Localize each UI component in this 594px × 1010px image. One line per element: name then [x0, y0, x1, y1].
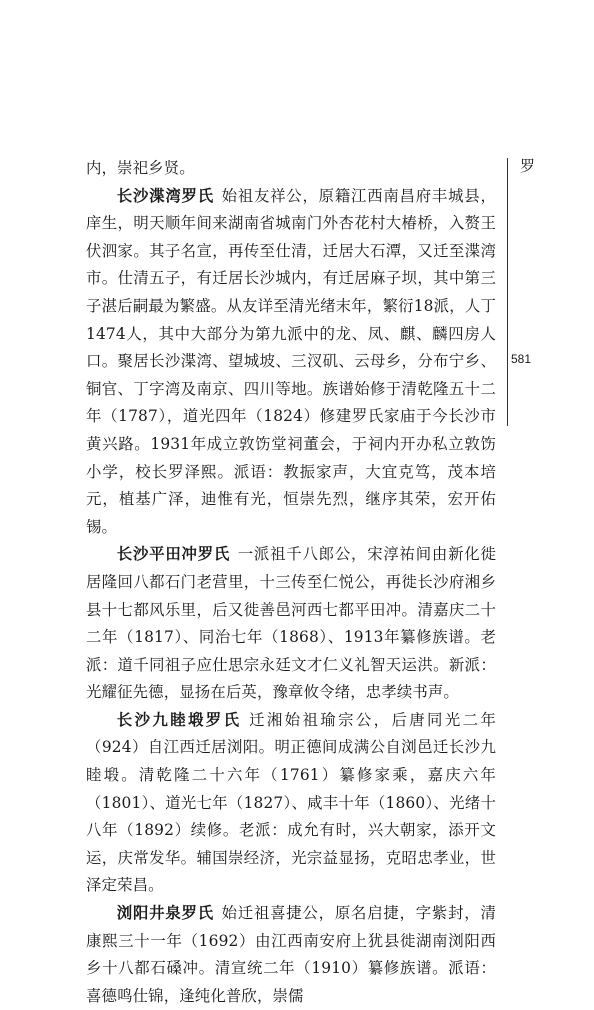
entry-paragraph [86, 707, 496, 900]
lead-in-paragraph: 内，崇祀乡贤。 [86, 159, 195, 177]
entry-text: 迁湘始祖瑜宗公，后唐同光二年（924）自江西迁居浏阳。明正德间成满公自浏邑迁长沙九睦塅。清乾隆二十六年（1761）纂修家乘，嘉庆六年（1801）、道光七年（1827）、咸丰十年（1860）、光绪十八年（1892）续修。老派：成允有时，兴大朝家，添开文运，庆常发华。辅国崇经济，光宗益显扬，克昭忠孝业，世泽定荣昌。 [86, 710, 496, 895]
entry-paragraph [86, 183, 496, 542]
entry-paragraph [86, 541, 496, 707]
margin-rule [507, 158, 508, 426]
entry-title: 长沙渫湾罗氏 [116, 186, 214, 205]
entry-text: 一派祖千八郎公，宋淳祐间由新化徙居隆回八都石门老营里，十三传至仁悦公，再徙长沙府湘乡县十七都风乐里，后又徙善邑河西七都平田冲。清嘉庆二十二年（1817）、同治七年（1868）、1913年纂修族谱。老派：道千同祖子应仕思宗永廷文才仁义礼智天运洪。新派：光耀征先德，显扬在后英，豫章攸令绪，忠孝续书声。 [86, 545, 496, 702]
entry-title: 浏阳井泉罗氏 [116, 904, 214, 923]
entry-paragraph [86, 900, 496, 1010]
margin-surname-char: 罗 [520, 157, 536, 175]
entry-text: 始迁祖喜捷公，原名启捷，字紫封，清康熙三十一年（1692）由江西南安府上犹县徙湖南浏阳西乡十八都石磉冲。清宣统二年（1910）纂修族谱。派语：喜德鸣仕锦，逢纯化普欣，崇儒 [86, 904, 496, 1005]
text-body [86, 155, 496, 1010]
entry-title: 长沙九睦塅罗氏 [116, 710, 242, 729]
entry-text: 始祖友祥公，原籍江西南昌府丰城县，庠生，明天顺年间来湖南省城南门外杏花村大椿桥，入赘王伏泗家。其子名宣，再传至仕清，迁居大石潭，又迁至渫湾市。仕清五子，有迁居长沙城内，有迁居麻子坝，其中第三子湛后嗣最为繁盛。从友详至清光绪末年，繁衍18派，人丁1474人，其中大部分为第九派中的龙、凤、麒、麟四房人口。聚居长沙渫湾、望城坡、三汊矶、云母乡，分布宁乡、铜官、丁字湾及南京、四川等地。族谱始修于清乾隆五十二年（1787），道光四年（1824）修建罗氏家庙于今长沙市黄兴路。1931年成立敦饬堂祠董会，于祠内开办私立敦饬小学，校长罗泽熙。派语：教振家声，大宜克笃，茂本培元，植基广泽，迪惟有光，恒崇先烈，继序其荣，宏开佑锡。 [86, 186, 496, 536]
page-number: 581 [511, 352, 532, 366]
entry-title: 长沙平田冲罗氏 [116, 545, 231, 564]
